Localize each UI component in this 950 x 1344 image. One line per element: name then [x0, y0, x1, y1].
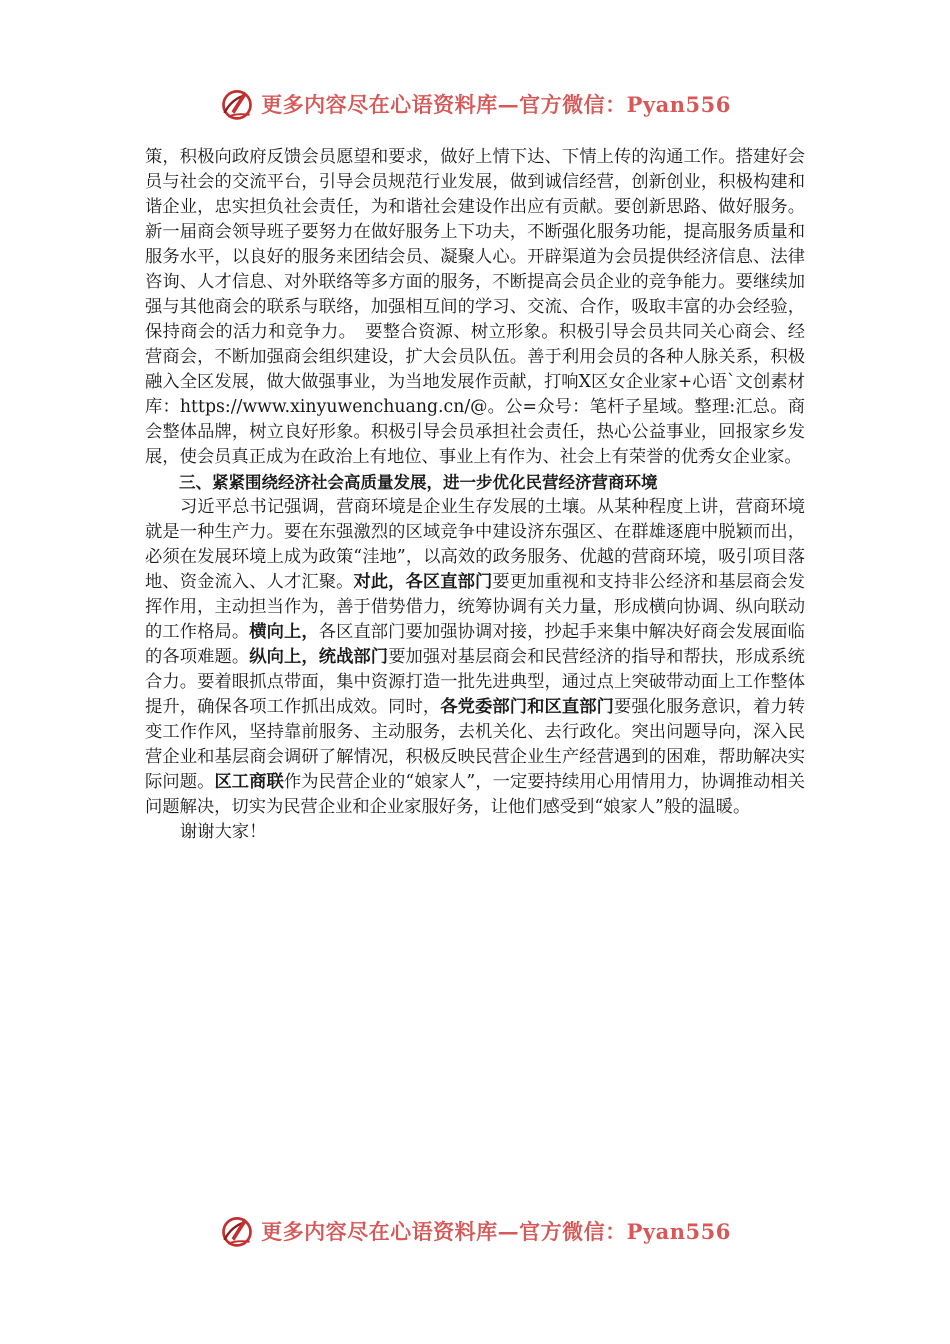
paragraph-business-environment: 习近平总书记强调，营商环境是企业生存发展的土壤。从某种程度上讲，营商环境就是一种生产力。要在东强激烈的区域竞争中建设济东强区、在群雄逐鹿中脱颖而出，必须在发展环境上成为政策“洼地”，以高效的政务服务、优越的营商环境，吸引项目落地、资金流入、人才汇聚。对此，各区直部门要更加重视和支持非公经济和基层商会发挥作用，主动担当作为，善于借势借力，统筹协调有关力量，形成横向协调、纵向联动的工作格局。横向上，各区直部门要加强协调对接，抄起手来集中解决好商会发展面临的各项难题。纵向上，统战部门要加强对基层商会和民营经济的指导和帮扶，形成系统合力。要着眼抓点带面，集中资源打造一批先进典型，通过点上突破带动面上工作整体提升，确保各项工作抓出成效。同时，各党委部门和区直部门要强化服务意识，着力转变工作作风，坚持靠前服务、主动服务，去机关化、去行政化。突出问题导向，深入民营企业和基层商会调研了解情况，积极反映民营企业生产经营遇到的困难，帮助解决实际问题。区工商联作为民营企业的“娘家人”，一定要持续用心用情用力，协调推动相关问题解决，切实为民营企业和企业家服好务，让他们感受到“娘家人”般的温暖。 [145, 497, 805, 817]
pen-nib-swirl-logo-icon [219, 86, 255, 122]
emphasis-text: 横向上， [249, 622, 319, 642]
emphasis-text: 对此，各区直部门 [353, 572, 493, 592]
paragraph-commerce-chamber: 策，积极向政府反馈会员愿望和要求，做好上情下达、下情上传的沟通工作。搭建好会员与社会的交流平台，引导会员规范行业发展，做到诚信经营，创新创业，积极构建和谐企业，忠实担负社会责任，为和谐社会建设作出应有贡献。要创新思路、做好服务。新一届商会领导班子要努力在做好服务上下功夫，不断强化服务功能，提高服务质量和服务水平，以良好的服务来团结会员、凝聚人心。开辟渠道为会员提供经济信息、法律咨询、人才信息、对外联络等多方面的服务，不断提高会员企业的竞争能力。要继续加强与其他商会的联系与联络，加强相互间的学习、交流、合作，吸取丰富的办会经验，保持商会的活力和竞争力。 要整合资源、树立形象。积极引导会员共同关心商会、经营商会，不断加强商会组织建设，扩大会员队伍。善于利用会员的各种人脉关系，积极融入全区发展，做大做强事业，为当地发展作贡献，打响X区女企业家+心语`文创素材库：https://www.xinyuwenchuang.cn/@。公=众号：笔杆子星域。整理:汇总。商会整体品牌，树立良好形象。积极引导会员承担社会责任，热心公益事业，回报家乡发展，使会员真正成为在政治上有地位、事业上有作为、社会上有荣誉的优秀女企业家。 [145, 147, 805, 467]
emphasis-text: 纵向上，统战部门 [249, 647, 389, 667]
footer-watermark [0, 1209, 950, 1253]
emphasis-text: 各党委部门和区直部门 [440, 697, 614, 717]
header-watermark [0, 82, 950, 126]
section-heading-3: 三、紧紧围绕经济社会高质量发展，进一步优化民营经济营商环境 [179, 473, 658, 492]
pen-nib-swirl-logo-icon [219, 1213, 255, 1249]
watermark-text: 更多内容尽在心语资料库—官方微信：Pyan556 [261, 92, 731, 117]
document-body [145, 145, 805, 845]
emphasis-text: 区工商联 [214, 772, 284, 792]
closing-remark: 谢谢大家！ [180, 822, 267, 842]
watermark-text: 更多内容尽在心语资料库—官方微信：Pyan556 [261, 1219, 731, 1244]
